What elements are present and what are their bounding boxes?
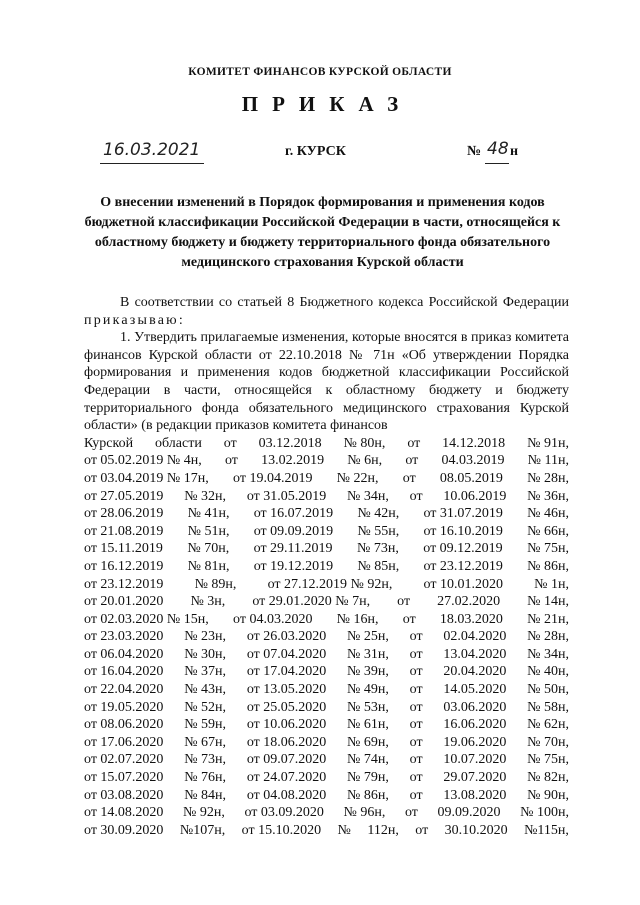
amendment-token: № 37н, — [184, 664, 227, 680]
amendment-token: № 59н, — [184, 717, 227, 733]
amendment-token: № 73н, — [184, 752, 227, 768]
amendment-line — [84, 787, 569, 805]
amendment-line — [84, 452, 569, 470]
amendment-token: № 84н, — [184, 787, 227, 803]
amendment-token: № 49н, — [347, 682, 389, 698]
amendment-token: от 15.11.2019 — [84, 541, 163, 557]
amendment-token: №115н, — [524, 822, 569, 838]
amendment-token: № 67н, — [184, 734, 227, 750]
document-type-title: ПРИКАЗ — [241, 92, 413, 116]
amendment-token: № 62н, — [527, 717, 569, 733]
amendment-line — [84, 699, 569, 717]
amendment-token: № 81н, — [187, 558, 230, 574]
amendment-token: от 13.05.2020 — [246, 682, 327, 698]
amendment-token: от — [409, 629, 423, 645]
amendment-token: от — [409, 717, 423, 733]
amendment-token: № 43н, — [184, 682, 227, 698]
amendment-token: Курской — [84, 435, 134, 451]
amendment-token: № 11н, — [527, 453, 569, 469]
amendment-token: № 85н, — [357, 558, 400, 574]
amendment-token: от — [397, 594, 411, 610]
amendment-token: от 27.05.2019 — [84, 488, 164, 504]
amendment-line — [84, 734, 569, 752]
amendment-token: № 79н, — [347, 770, 389, 786]
amendment-token: от 09.12.2019 — [423, 541, 503, 557]
date-underline — [100, 163, 204, 164]
amendment-token: от — [409, 699, 423, 715]
amendment-token: № 52н, — [184, 699, 227, 715]
amendment-token: № 34н, — [527, 646, 569, 662]
amendment-line — [84, 646, 569, 664]
amendment-token: № 92н, — [183, 805, 225, 821]
amendment-token: от 23.03.2020 — [84, 629, 164, 645]
amendment-token: от 14.08.2020 — [84, 805, 164, 821]
amendment-token: № 82н, — [527, 770, 569, 786]
amendment-token: от 04.03.2020 — [233, 611, 313, 627]
amendment-token: от 03.09.2020 — [244, 805, 324, 821]
amendment-token: от — [409, 488, 423, 504]
amendment-token: № 58н, — [527, 699, 569, 715]
amendment-token: от 17.04.2020 — [246, 664, 327, 680]
amendment-line — [84, 611, 569, 629]
amendment-token: № 51н, — [187, 523, 230, 539]
amendment-token: от 31.07.2019 — [423, 506, 503, 522]
amendment-token: № 16н, — [336, 611, 379, 627]
amendment-token: 27.02.2020 — [437, 594, 501, 610]
amendment-token: от — [409, 787, 423, 803]
amendment-token: от 09.09.2019 — [253, 523, 334, 539]
amendment-token: от 16.10.2019 — [423, 523, 503, 539]
amendment-line — [84, 751, 569, 769]
amendment-token: № 1н, — [534, 576, 569, 592]
amendment-line — [84, 593, 569, 611]
amendment-token: № 25н, — [347, 629, 389, 645]
amendment-line — [84, 558, 569, 576]
amendment-token: от 22.04.2020 — [84, 682, 164, 698]
amendment-line — [84, 716, 569, 734]
amendment-token: от — [409, 770, 423, 786]
amendment-token: № 75н, — [527, 752, 569, 768]
amendment-token: от — [407, 435, 421, 451]
amendment-token: № 31н, — [347, 646, 389, 662]
amendment-token: от 16.12.2019 — [84, 558, 164, 574]
amendment-token: от 05.02.2019 № 4н, — [84, 453, 202, 469]
amendment-token: № 41н, — [187, 506, 230, 522]
amendment-line — [84, 523, 569, 541]
amendment-token: от 23.12.2019 — [423, 558, 503, 574]
city-name: г. КУРСК — [285, 144, 346, 159]
amendment-token: от 10.06.2020 — [246, 717, 327, 733]
amendment-token: от — [409, 734, 423, 750]
amendment-token: № 22н, — [336, 470, 379, 486]
amendment-token: от 31.05.2019 — [246, 488, 327, 504]
amendment-token: № 91н, — [527, 435, 569, 451]
amendment-line — [84, 628, 569, 646]
amendment-token: № 42н, — [357, 506, 400, 522]
amendment-token: 30.10.2020 — [444, 822, 508, 838]
amendment-line — [84, 470, 569, 488]
amendment-token: области — [155, 435, 202, 451]
amendment-token: от 10.01.2020 — [423, 576, 503, 592]
amendment-token: № 100н, — [520, 805, 569, 821]
amendment-token: 13.02.2019 — [261, 453, 325, 469]
amendment-line — [84, 488, 569, 506]
amendment-token: 13.04.2020 — [443, 646, 507, 662]
amendment-line — [84, 769, 569, 787]
number-underline — [485, 163, 509, 164]
amendment-token: № 28н, — [527, 629, 569, 645]
amendment-token: № 69н, — [347, 734, 389, 750]
amendment-token: 10.07.2020 — [443, 752, 507, 768]
amendment-token: от 18.06.2020 — [246, 734, 327, 750]
amendment-token: от 03.08.2020 — [84, 787, 164, 803]
amendment-token: № 75н, — [527, 541, 569, 557]
amendment-token: от 04.08.2020 — [246, 787, 327, 803]
order-body — [84, 294, 569, 839]
amendment-token: № 14н, — [527, 594, 569, 610]
amendment-token: от 19.05.2020 — [84, 699, 164, 715]
amendment-token: от — [223, 435, 237, 451]
amendment-token: от 06.04.2020 — [84, 646, 164, 662]
amendment-token: №107н, — [179, 822, 226, 838]
amendment-token: от — [405, 453, 419, 469]
amendment-token: 14.12.2018 — [442, 435, 506, 451]
amendment-token: от 20.01.2020 — [84, 594, 164, 610]
amendment-token: от 27.12.2019 № 92н, — [267, 576, 393, 592]
amendment-token: № 73н, — [356, 541, 399, 557]
amendment-token: от 26.03.2020 — [246, 629, 327, 645]
amendment-token: от — [409, 752, 423, 768]
amendment-token: 18.03.2020 — [439, 611, 503, 627]
amendment-token: от 23.12.2019 — [84, 576, 164, 592]
amendment-token: от 25.05.2020 — [246, 699, 327, 715]
amendment-token: 14.05.2020 — [443, 682, 507, 698]
amendment-token: от 19.04.2019 — [233, 470, 313, 486]
amendment-token: от — [409, 646, 423, 662]
amendment-token: от 09.07.2020 — [246, 752, 327, 768]
amendment-token: от 08.06.2020 — [84, 717, 164, 733]
amendment-token: № 30н, — [184, 646, 227, 662]
amendment-token: 03.06.2020 — [443, 699, 507, 715]
amendment-token: от 29.11.2019 — [253, 541, 333, 557]
item-1-paragraph: 1. Утвердить прилагаемые изменения, которые вносятся в приказ комитета финансов Курской области от 22.10.2018 № 71н «Об утверждении Порядка формирования и применения кодов бюджетной классификации Российской Федерации в части, относящейся к областному бюджету и бюджету территориального фонда обязательного медицинского страхования Курской области» (в редакции приказов комитета финансов — [84, 330, 569, 434]
amendment-references — [84, 435, 569, 840]
amendment-token: № 6н, — [347, 453, 383, 469]
amendment-token: от 02.03.2020 № 15н, — [84, 611, 209, 627]
amendment-token: от 02.07.2020 — [84, 752, 164, 768]
amendment-token: № 86н, — [347, 787, 389, 803]
amendment-token: от 30.09.2020 — [84, 822, 164, 838]
amendment-token: от — [404, 805, 418, 821]
amendment-token: 04.03.2019 — [441, 453, 505, 469]
amendment-token: от 28.06.2019 — [84, 506, 164, 522]
amendment-token: 29.07.2020 — [443, 770, 507, 786]
amendment-token: № 3н, — [190, 594, 226, 610]
amendment-token: № 40н, — [527, 664, 569, 680]
amendment-token: № 50н, — [527, 682, 569, 698]
amendment-token: № — [337, 822, 351, 838]
orders-word: приказываю: — [84, 312, 185, 328]
amendment-token: 10.06.2019 — [443, 488, 507, 504]
amendment-token: № 80н, — [343, 435, 386, 451]
amendment-token: 19.06.2020 — [443, 734, 507, 750]
amendment-token: от 16.04.2020 — [84, 664, 164, 680]
number-suffix: н — [510, 144, 519, 159]
intro-paragraph — [84, 294, 569, 329]
amendment-token: № 74н, — [347, 752, 389, 768]
amendment-token: № 70н, — [187, 541, 230, 557]
handwritten-date: 16.03.2021 — [103, 140, 201, 160]
amendment-token: № 32н, — [184, 488, 227, 504]
amendment-token: от 17.06.2020 — [84, 734, 164, 750]
intro-text: В соответствии со статьей 8 Бюджетного кодекса Российской Федерации — [120, 295, 569, 310]
amendment-token: № 96н, — [343, 805, 386, 821]
amendment-line — [84, 505, 569, 523]
amendment-line — [84, 540, 569, 558]
amendment-token: от 24.07.2020 — [246, 770, 327, 786]
date-number-row — [0, 139, 640, 167]
amendment-token: от 16.07.2019 — [253, 506, 334, 522]
amendment-token: от 03.04.2019 № 17н, — [84, 470, 209, 486]
amendment-token: № 21н, — [527, 611, 569, 627]
amendment-line — [84, 804, 569, 822]
amendment-token: от — [402, 611, 416, 627]
amendment-token: 112н, — [367, 822, 399, 838]
amendment-token: № 53н, — [347, 699, 389, 715]
amendment-token: от 15.07.2020 — [84, 770, 164, 786]
amendment-token: 20.04.2020 — [443, 664, 507, 680]
amendment-token: 02.04.2020 — [443, 629, 507, 645]
amendment-token: 09.09.2020 — [437, 805, 501, 821]
amendment-token: от — [402, 470, 416, 486]
handwritten-number: 48 — [487, 139, 509, 159]
committee-name: КОМИТЕТ ФИНАНСОВ КУРСКОЙ ОБЛАСТИ — [188, 66, 452, 78]
amendment-token: от 21.08.2019 — [84, 523, 164, 539]
amendment-token: 08.05.2019 — [439, 470, 503, 486]
amendment-token: от — [409, 682, 423, 698]
amendment-line — [84, 663, 569, 681]
amendment-token: № 66н, — [527, 523, 569, 539]
amendment-token: № 55н, — [357, 523, 400, 539]
amendment-token: № 89н, — [194, 576, 237, 592]
amendment-token: от 15.10.2020 — [241, 822, 322, 838]
amendment-token: № 70н, — [527, 734, 569, 750]
amendment-token: от 07.04.2020 — [246, 646, 327, 662]
amendment-token: от 29.01.2020 № 7н, — [252, 594, 371, 610]
amendment-token: № 76н, — [184, 770, 227, 786]
amendment-token: № 61н, — [347, 717, 389, 733]
amendment-token: № 34н, — [347, 488, 389, 504]
amendment-token: от — [224, 453, 238, 469]
amendment-token: № 23н, — [184, 629, 227, 645]
amendment-token: № 28н, — [527, 470, 569, 486]
amendment-token: № 46н, — [527, 506, 569, 522]
amendment-token: № 86н, — [527, 558, 569, 574]
amendment-token: № 36н, — [527, 488, 569, 504]
amendment-token: 13.08.2020 — [443, 787, 507, 803]
amendment-token: от — [409, 664, 423, 680]
order-subject: О внесении изменений в Порядок формирования и применения кодов бюджетной классификации Российской Федерации в части, относящейся к областному бюджету и бюджету территориального фонда обязательного медицинского страхования Курской области — [84, 195, 561, 270]
amendment-token: от — [415, 822, 429, 838]
amendment-line — [84, 435, 569, 453]
amendment-line — [84, 822, 569, 840]
amendment-token: № 90н, — [527, 787, 569, 803]
amendment-line — [84, 681, 569, 699]
number-sign: № — [467, 144, 482, 159]
amendment-token: от 19.12.2019 — [253, 558, 334, 574]
amendment-token: № 39н, — [347, 664, 389, 680]
amendment-line — [84, 576, 569, 594]
amendment-token: 03.12.2018 — [258, 435, 322, 451]
amendment-token: 16.06.2020 — [443, 717, 507, 733]
